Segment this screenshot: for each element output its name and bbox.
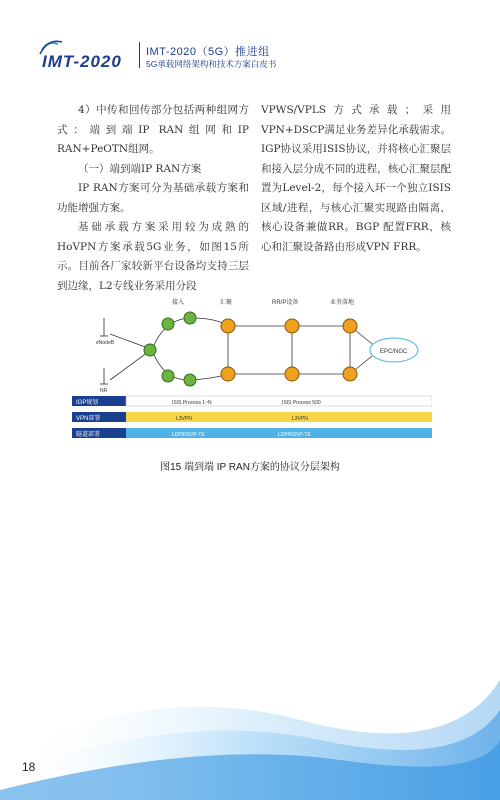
row-tunnel-text-b: LDP/RSVP-TE (278, 432, 311, 438)
paragraph-ipran: IP RAN方案可分为基础承载方案和功能增强方案。 (57, 182, 249, 214)
header-divider (139, 42, 140, 68)
row-igp-label: IGP规划 (76, 400, 99, 406)
zone-label-service: 业务落地 (330, 300, 355, 306)
row-tunnel-text-a: LDP/RSVP-TE (172, 432, 205, 438)
enodeb-tower-icon (100, 318, 108, 336)
logo-text: IMT-2020 (42, 52, 122, 71)
row-vpn-text-b: L3VPN (292, 416, 308, 422)
row-igp (72, 396, 432, 406)
nr-label: NR (100, 388, 108, 394)
figure-caption: 图15 端到端 IP RAN方案的协议分层架构 (160, 462, 340, 473)
protocol-layer-diagram (72, 296, 432, 448)
zone-label-rr: RR/P设备 (272, 300, 299, 306)
row-vpn (72, 412, 432, 422)
enodeb-label: eNodeB (96, 340, 115, 346)
header-subtitle: 5G承载网络架构和技术方案白皮书 (146, 59, 277, 69)
decorative-wave (0, 640, 500, 800)
nr-tower-icon (100, 368, 108, 384)
row-igp-text-b: ISIS Process 500 (282, 400, 321, 406)
row-vpn-text-a: L3VPN (176, 416, 192, 422)
zone-label-access: 接入 (172, 300, 185, 306)
paragraph-basic: 基础承载方案采用较为成熟的HoVPN方案承载5G业务，如图15所示。目前各厂家较新平台设备均支持三层到边缘，L2专线业务采用分段 (57, 221, 249, 292)
left-column (57, 101, 249, 296)
header-title: IMT-2020（5G）推进组 (146, 46, 270, 58)
section-heading: （一）端到端IP RAN方案 (78, 162, 202, 175)
paragraph-continued: VPWS/VPLS方式承载；采用VPN+DSCP满足业务差异化承载需求。IGP协议采用ISIS协议，并将核心汇聚层和接入层分成不同的进程，核心汇聚层配置为Level-2，每个接入环一个独立ISIS区域/进程，与核心汇聚实现路由隔离，核心设备兼做RR。BGP 配置FRR，核心和汇聚设备路由形成VPN FRR。 (261, 104, 451, 253)
right-column (261, 101, 451, 257)
zone-label-aggregation: 汇聚 (220, 300, 233, 306)
row-tunnel (72, 428, 432, 438)
row-tunnel-label: 隧道部署 (76, 432, 101, 438)
epc-label: EPC/NGC (380, 349, 408, 355)
page-number: 18 (22, 760, 36, 774)
router-icons (144, 312, 357, 386)
row-igp-text-a: ISIS Process 1~N (172, 400, 212, 406)
paragraph-intro: 4）中传和回传部分包括两种组网方式：端到端IP RAN组网和IP RAN+PeOTN组网。 (57, 104, 249, 155)
row-vpn-label: VPN部署 (76, 416, 101, 422)
